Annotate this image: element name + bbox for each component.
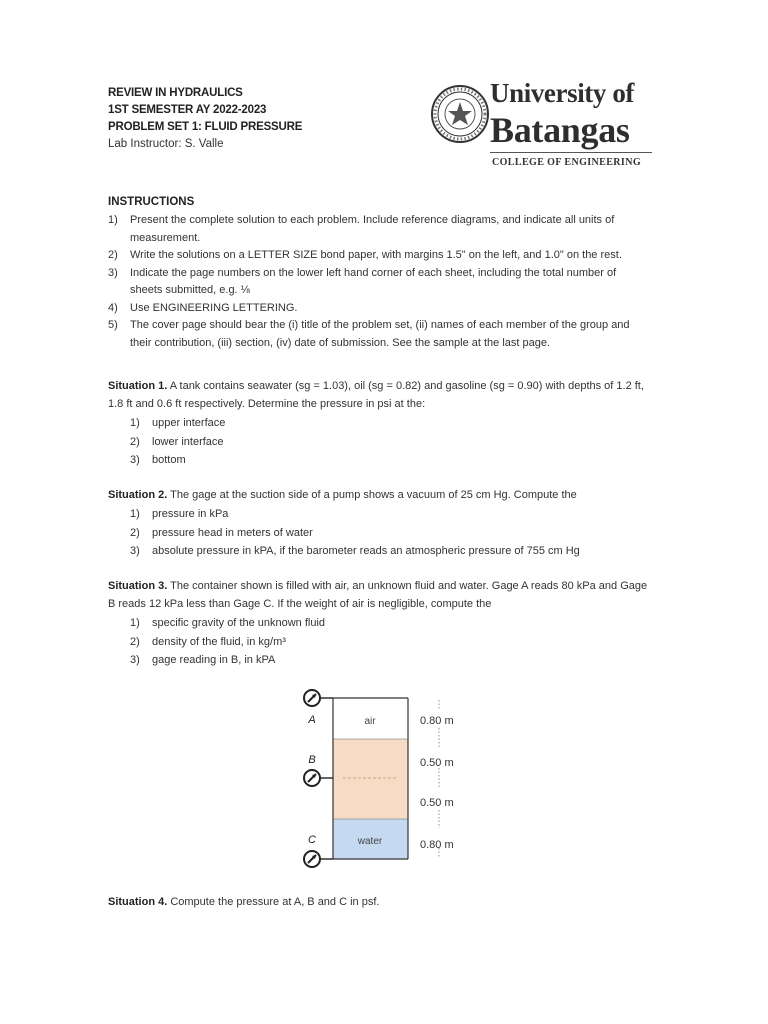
gage-a-label: A [308,714,316,726]
situation-text: Compute the pressure at A, B and C in psf. [167,896,380,908]
problem-set-title: PROBLEM SET 1: FLUID PRESSURE [108,121,303,133]
dimension-label: 0.80 m [420,715,454,727]
university-logo [430,78,655,173]
situation-1-items [130,414,225,470]
situation-label: Situation 4. [108,896,168,908]
sub-item: 3) gage reading in B, in kPA [130,654,276,666]
sub-item: 1) specific gravity of the unknown fluid [130,617,326,629]
situation-2-items [130,505,580,561]
logo-divider [490,152,652,153]
unknown-fluid-layer [333,739,408,819]
sub-item: 2) lower interface [130,435,224,448]
dimension-label: 0.80 m [420,839,454,851]
sub-item: 1) pressure in kPa [130,508,229,520]
logo-line-1: University of [490,78,635,108]
semester-line: 1ST SEMESTER AY 2022-2023 [108,104,267,116]
gage-a-icon [304,690,333,706]
instruction-item: 3) Indicate the page numbers on the lower left hand corner of each sheet, including the total number of sheets submitted, e.g. ⅛ [108,266,617,296]
situation-4 [108,894,653,912]
instruction-item: 5) The cover page should bear the (i) title of the problem set, (ii) names of each member of the group and their contribution, (iii) section, (iv) date of submission. See the sample at the last page. [108,319,630,349]
air-label: air [364,716,376,727]
instructions-title: INSTRUCTIONS [108,196,195,208]
situation-label: Situation 1. [108,380,168,392]
course-title: REVIEW IN HYDRAULICS [108,87,243,99]
instructions-list [108,212,648,352]
situation-2 [108,487,653,505]
logo-line-2: Batangas [490,110,630,150]
situation-label: Situation 2. [108,489,168,501]
gage-c-icon [304,851,333,867]
situation-1 [108,378,653,413]
gage-b-label: B [308,754,316,766]
college-name: COLLEGE OF ENGINEERING [492,157,642,168]
situation-3-items [130,614,325,670]
sub-item: 3) bottom [130,454,186,466]
situation-text: A tank contains seawater (sg = 1.03), oil (sg = 0.82) and gasoline (sg = 0.90) with depths of 1.2 ft, 1.8 ft and 0.6 ft respectively. Determine the pressure in psi at the: [108,380,644,410]
container-diagram [290,686,490,876]
situation-text: The container shown is filled with air, an unknown fluid and water. Gage A reads 80 kPa and Gage B reads 12 kPa less than Gage C. If the weight of air is negligible, compute the [108,580,648,610]
instruction-item: 1) Present the complete solution to each problem. Include reference diagrams, and indicate all units of measurement. [108,214,615,244]
situation-text: The gage at the suction side of a pump shows a vacuum of 25 cm Hg. Compute the [167,489,577,501]
sub-item: 2) density of the fluid, in kg/m³ [130,635,286,648]
sub-item: 1) upper interface [130,417,226,429]
university-seal-icon [430,84,490,144]
situation-label: Situation 3. [108,580,168,592]
lab-instructor: Lab Instructor: S. Valle [108,138,224,150]
dimension-label: 0.50 m [420,797,454,809]
document-header [108,85,302,153]
situation-3 [108,578,653,613]
gage-c-label: C [308,834,316,846]
gage-b-icon [304,770,333,786]
instruction-item: 2) Write the solutions on a LETTER SIZE bond paper, with margins 1.5" on the left, and 1.0" on the rest. [108,249,622,261]
sub-item: 2) pressure head in meters of water [130,526,313,539]
dimension-label: 0.50 m [420,757,454,769]
water-label: water [357,836,383,847]
instruction-item: 4) Use ENGINEERING LETTERING. [108,301,298,314]
sub-item: 3) absolute pressure in kPA, if the barometer reads an atmospheric pressure of 755 cm Hg [130,545,580,557]
